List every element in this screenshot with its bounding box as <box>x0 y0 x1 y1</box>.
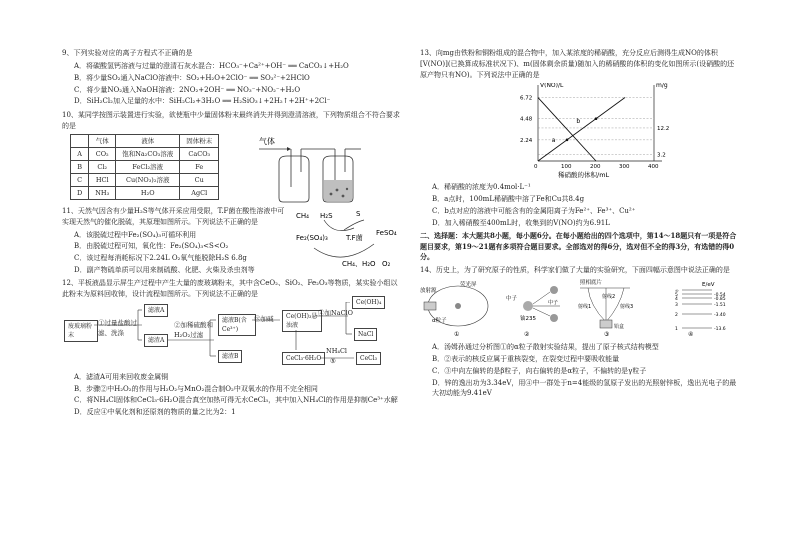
table-row <box>71 147 219 160</box>
y-axis-label-right: m/g <box>656 82 668 89</box>
table-cell: NH₃ <box>89 187 116 200</box>
table-cell: Cl₂ <box>89 161 116 174</box>
fig-label-2: ② <box>524 331 530 339</box>
h2s-label: H₂S <box>320 211 333 220</box>
flow-nacl: NaCl <box>354 328 377 341</box>
flow-ceoh3: Ce(OH)₃悬浊液 <box>282 310 322 333</box>
flow-residue-b: 滤渣B <box>218 350 242 363</box>
q11-option-c: C．该过程每消耗标况下2.24L O₂氧气能脱除H₂S 6.8g <box>74 254 247 263</box>
n-label: 5 <box>675 293 678 299</box>
desulfurization-cycle-diagram <box>294 208 404 270</box>
q14-figures <box>420 278 740 338</box>
fe2so43-label: Fe₂(SO₄)₃ <box>296 233 328 242</box>
q12-option-a: A．滤渣A可用来回收废金属铜 <box>74 372 169 381</box>
table-cell: 固体粉末 <box>180 134 219 147</box>
q11-option-d: D．副产物硫单质可以用来制硫酸、化肥、火柴及杀虫剂等 <box>74 266 255 275</box>
flow-step4: ④加NaClO <box>318 308 353 317</box>
figure-3-rays <box>578 278 633 338</box>
flow-step5: ⑤ <box>330 356 336 365</box>
table-cell <box>71 134 89 147</box>
point-label-a: a <box>551 136 556 144</box>
ray2-label: 射线2 <box>602 294 616 301</box>
series-line-1 <box>538 97 625 160</box>
table-cell: AgCl <box>180 187 219 200</box>
left-column <box>62 48 402 419</box>
flow-filtrate-b: 滤液B(含Ce³⁺) <box>218 314 256 337</box>
origin-label: 0 <box>534 163 538 170</box>
data-point-a <box>566 138 569 141</box>
fig-label-3: ③ <box>604 331 610 339</box>
q12-option-b: B．步骤②中H₂O₂的作用与H₂O₂与MnO₂混合制O₂中双氧水的作用不完全相同 <box>74 384 318 393</box>
q13-option-d: D．加入稀硝酸至400mL时，收集到的V(NO)约为6.91L <box>432 218 610 227</box>
table-cell: Cu(NO₃)₂溶液 <box>116 174 180 187</box>
q14-option-d: D．锌的逸出功为3.34eV，用④中一群处于n=4能级的氢原子发出的光照射锌板，逸出光电子的最大初动能为9.41eV <box>432 378 737 398</box>
q12-flow <box>62 298 402 372</box>
flow-arrows <box>62 302 392 372</box>
q14-option-c: C．③中向左偏转的是β粒子，向右偏转的是α粒子，不偏转的是γ粒子 <box>432 366 647 375</box>
q13-option-b: B．a点时，100mL稀硝酸中溶了Fe和Cu共8.4g <box>432 195 585 204</box>
x-tick-label: 200 <box>590 163 601 170</box>
q12-option-d: D．反应④中氧化剂和还原剂的物质的量之比为2：1 <box>74 408 236 417</box>
fig-label-4: ④ <box>688 331 694 339</box>
table-row <box>71 161 219 174</box>
y-tick-label-left: 2.24 <box>520 137 533 144</box>
table-cell: Cu <box>180 174 219 187</box>
table-cell: 液体 <box>116 134 180 147</box>
lead-label: 铅盒 <box>614 324 625 331</box>
figure-1-scattering <box>420 280 488 338</box>
n-label: 3 <box>675 303 678 309</box>
q13-stem: 13、向mg由铁粉和铜粉组成的混合物中，加入某浓度的稀硝酸，充分反应后测得生成NO的体积[V(NO)](已换算成标准状况下)、m(固体剩余质量)随加入的稀硝酸的体积的变化如图所示(设硝酸的还原产物只有NO)。下列说法中正确的是 <box>420 49 735 79</box>
gas-label: 气体 <box>259 136 275 146</box>
fluorescent-label: 荧光屏 <box>460 282 477 289</box>
q9-option-b: B．将少量SO₂通入NaClO溶液中：SO₂+H₂O+2ClO⁻ ══ SO₃²⁻+2HClO <box>74 73 310 82</box>
flow-final: CeCl₃ <box>356 352 381 365</box>
flow-nh4cl: NH₄Cl <box>326 346 348 355</box>
q12-option-c: C．将NH₄Cl固体和CeCl₃·6H₂O混合真空加热可得无水CeCl₃，其中加入NH₄Cl的作用是抑制Ce³⁺水解 <box>74 396 398 405</box>
point-label-b: b <box>576 117 581 125</box>
table-cell: B <box>71 161 89 174</box>
table-cell: FeCl₂溶液 <box>116 161 180 174</box>
flow-residue-a: 滤渣A <box>144 334 168 347</box>
energy-value-label: -13.6 <box>714 327 726 333</box>
y-tick-label-left: 4.48 <box>520 116 533 123</box>
n-label: ∞ <box>675 289 679 295</box>
ch4-top-label: CH₄ <box>296 211 309 220</box>
q9-option-d: D．SiH₂Cl₂加入足量的水中：SiH₂Cl₂+3H₂O ══ H₂SiO₃↓+2H₂↑+2H⁺+2Cl⁻ <box>74 97 331 106</box>
neutron-label: 中子 <box>506 296 518 303</box>
ray3-label: 射线3 <box>620 304 634 311</box>
table-cell: H₂O <box>116 187 180 200</box>
q10-table <box>70 134 219 200</box>
y-axis-label-left: V(NO)/L <box>540 82 564 89</box>
q11-option-b: B．由脱硫过程可知，氧化性：Fe₂(SO₄)₃<S<O₂ <box>74 242 229 251</box>
x-tick-label: 100 <box>561 163 572 170</box>
table-row <box>71 187 219 200</box>
y-tick-label-right: 12.2 <box>657 125 670 132</box>
q12-stem: 12、平板液晶显示屏生产过程中产生大量的废玻璃粉末，其中含CeO₂、SiO₂、Fe₂O₃等物质，某实验小组以此粉末为原料回收铈，设计流程如图所示。下列说法不正确的是 <box>62 278 398 298</box>
nucleus-label: 中子 <box>548 300 559 307</box>
data-point-b <box>595 117 598 120</box>
q13-option-c: C．b点对应的溶液中可能含有的金属阳离子为Fe²⁺、Fe³⁺、Cu²⁺ <box>432 207 636 216</box>
energy-value-label: -1.51 <box>714 303 726 309</box>
q11-option-a: A．该脱硫过程中Fe₂(SO₄)₃可循环利用 <box>74 230 197 239</box>
q9-stem: 9、下列实验对应的离子方程式不正确的是 <box>62 49 193 57</box>
n-label: 2 <box>675 313 678 319</box>
table-row <box>71 174 219 187</box>
gas-apparatus-diagram <box>257 132 377 204</box>
table-cell: Fe <box>180 161 219 174</box>
q14-option-b: B．②表示的核反应属于重核裂变，在裂变过程中要吸收能量 <box>432 354 620 363</box>
figure-4-energy-levels <box>675 282 726 338</box>
q14-option-a: A．汤姆孙通过分析图①的α粒子散射实验结果，提出了原子核式结构模型 <box>432 342 659 351</box>
flow-step3: ③加碱 <box>254 314 274 323</box>
fig-label-1: ① <box>454 331 460 339</box>
x-axis-label: 稀硝酸的体积/mL <box>558 170 610 179</box>
q10-stem: 10、某同学按图示装置进行实验，欲使瓶中少量固体粉末最终消失并得到澄清溶液，下列物质组合不符合要求的是 <box>62 111 400 131</box>
u235-label: 铀235 <box>520 316 536 323</box>
n-label: 4 <box>675 297 678 303</box>
s-label: S <box>356 209 361 218</box>
flow-ceoh4: Ce(OH)₄ <box>352 296 385 309</box>
alpha-label: α粒子 <box>432 318 447 325</box>
ch4-h2o-label: CH₄、H₂O <box>342 259 376 268</box>
table-cell: A <box>71 147 89 160</box>
chart-layer <box>520 83 669 179</box>
table-cell: D <box>71 187 89 200</box>
feso4-label: FeSO₄ <box>376 228 397 237</box>
section-2-heading: 二、选择题：本大题共8小题，每小题6分。在每小题给出的四个选项中，第14～18题只有一项是符合题目要求，第19～21题有多项符合题目要求。全部选对的得6分，选对但不全的得3分，有选错的得0分。 <box>420 230 737 262</box>
q9-option-a: A．将碳酸氢钙溶液与过量的澄清石灰水混合：HCO₃⁻+Ca²⁺+OH⁻ ══ CaCO₃↓+H₂O <box>74 61 349 70</box>
figure-2-fission <box>506 286 560 338</box>
flow-cecl3-hydrate: CeCl₃·6H₂O <box>282 352 325 365</box>
q13-option-a: A．稀硝酸的浓度为0.4mol·L⁻¹ <box>432 183 531 192</box>
flow-step2: ②加稀硫酸和H₂O₂过滤 <box>174 320 213 339</box>
q9-option-c: C．将少量NO₂通入NaOH溶液：2NO₂+2OH⁻ ══ NO₃⁻+NO₂⁻+H₂O <box>74 85 301 94</box>
tf-label: T.F菌 <box>346 233 363 242</box>
x-tick-label: 400 <box>648 163 659 170</box>
y-tick-label-left: 6.72 <box>520 95 533 102</box>
table-cell: 饱和Na₂CO₃溶液 <box>116 147 180 160</box>
energy-axis-label: E/eV <box>702 282 715 289</box>
energy-value-label: -3.40 <box>714 313 726 319</box>
flow-start: 废玻璃粉末 <box>64 320 98 343</box>
q14-stem: 14、历史上，为了研究原子的性质，科学家们做了大量的实验研究，下面四幅示意图中说法正确的是 <box>420 266 730 275</box>
y-tick-label-right: 3.2 <box>657 151 666 158</box>
table-cell: CO₂ <box>89 147 116 160</box>
q11-stem: 11、天然气因含有少量H₂S等气体开采应用受限，T.F菌在酸性溶液中可实现天然气的催化脱硫，其原理如图所示。下列说法不正确的是 <box>62 206 285 226</box>
energy-value-label: -0.54 <box>714 293 726 299</box>
energy-value-label: -0.85 <box>714 297 726 303</box>
n-label: 1 <box>675 327 678 333</box>
table-cell: C <box>71 174 89 187</box>
radiation-source-label: 放射源 <box>420 288 437 295</box>
flow-filtrate-a: 滤液A <box>144 304 168 317</box>
series-line-2 <box>538 97 596 160</box>
q10-block <box>62 134 402 206</box>
table-cell: CaCO₃ <box>180 147 219 160</box>
table-cell: HCl <box>89 174 116 187</box>
right-column <box>420 48 740 400</box>
table-header-row <box>71 134 219 147</box>
ray1-label: 射线1 <box>578 304 592 311</box>
o2-label: O₂ <box>382 259 391 268</box>
photo-plate-label: 照相底片 <box>580 280 603 287</box>
table-cell: 气体 <box>89 134 116 147</box>
q13-chart <box>420 83 740 179</box>
x-tick-label: 300 <box>619 163 630 170</box>
flow-step1: ①过量盐酸过滤、洗涤 <box>98 318 137 337</box>
